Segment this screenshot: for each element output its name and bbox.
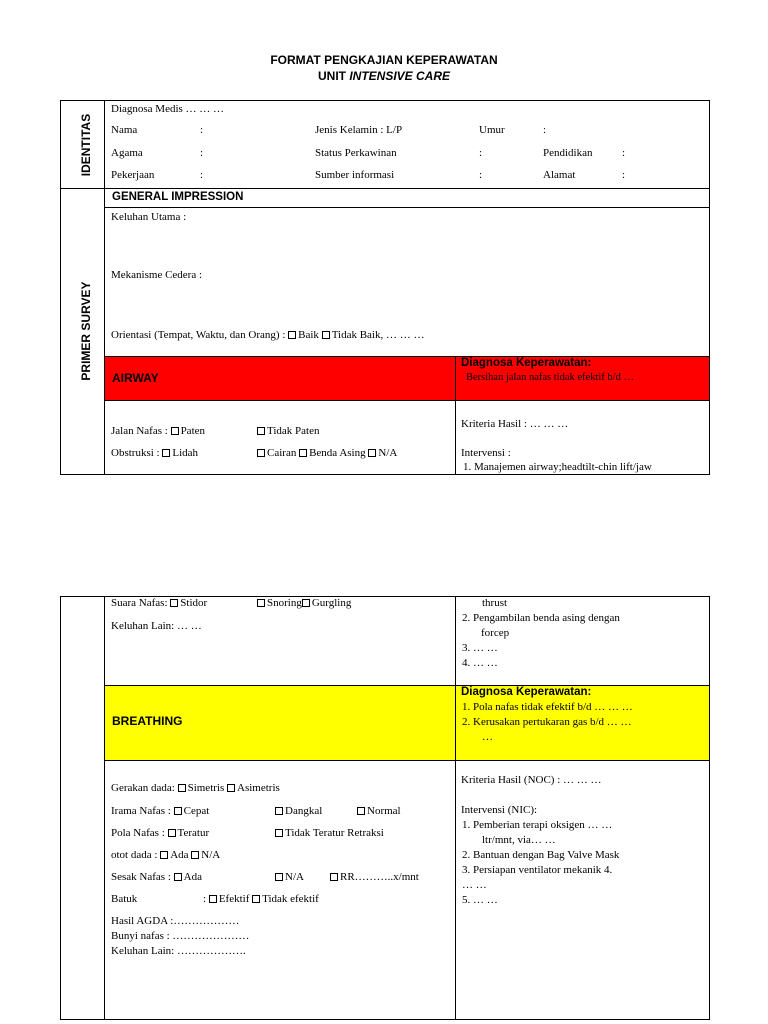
irama-nafas-label: Irama Nafas :	[111, 805, 171, 817]
benda-asing-option: Benda Asing	[309, 447, 366, 459]
checkbox-icon[interactable]	[302, 599, 310, 607]
alamat-colon: :	[622, 169, 626, 181]
checkbox-icon[interactable]	[178, 784, 186, 792]
forcep-text: forcep	[481, 627, 510, 639]
otot-ada-option: Ada	[170, 849, 189, 861]
hasil-agda: Hasil AGDA :………………	[111, 915, 240, 927]
subtitle-prefix: UNIT	[317, 69, 350, 83]
breathing-label: BREATHING	[112, 714, 183, 728]
sesak-ada-option: Ada	[183, 871, 202, 883]
checkbox-icon[interactable]	[170, 599, 178, 607]
obstruksi-row	[111, 447, 198, 459]
checkbox-icon[interactable]	[322, 331, 330, 339]
pekerjaan-colon: :	[200, 169, 204, 181]
lidah-option: Lidah	[172, 447, 199, 459]
nic-3b: … …	[462, 879, 487, 891]
intervensi-2: 2. Pengambilan benda asing dengan	[462, 612, 620, 624]
tidak-teratur-row	[275, 827, 384, 839]
identitas-label: IDENTITAS	[79, 113, 93, 177]
batuk-label: Batuk	[111, 893, 138, 905]
airway-diagnosa-title: Diagnosa Keperawatan:	[461, 357, 592, 369]
jalan-nafas-row	[111, 425, 205, 437]
breathing-diagnosa-1: 1. Pola nafas tidak efektif b/d … … …	[462, 701, 633, 713]
status-perkawinan-label: Status Perkawinan	[315, 147, 397, 159]
gerakan-dada-row	[111, 782, 280, 794]
checkbox-icon[interactable]	[209, 895, 217, 903]
mekanisme-cedera: Mekanisme Cedera :	[111, 269, 203, 281]
checkbox-icon[interactable]	[162, 449, 170, 457]
normal-row	[357, 805, 401, 817]
obstruksi-label: Obstruksi :	[111, 447, 160, 459]
pekerjaan-label: Pekerjaan	[111, 169, 155, 181]
airway-label: AIRWAY	[112, 371, 159, 385]
sesak-na-option: N/A	[285, 871, 304, 883]
breathing-kriteria-hasil: Kriteria Hasil (NOC) : … … …	[461, 774, 602, 786]
rr-row	[330, 871, 419, 883]
sesak-na-row	[275, 871, 304, 883]
agama-label: Agama	[111, 147, 143, 159]
checkbox-icon[interactable]	[257, 427, 265, 435]
general-impression-heading: GENERAL IMPRESSION	[112, 191, 244, 203]
simetris-option: Simetris	[187, 782, 225, 794]
airway-intervensi-1: 1. Manajemen airway;headtilt-chin lift/jaw	[463, 461, 652, 473]
checkbox-icon[interactable]	[252, 895, 260, 903]
asimetris-option: Asimetris	[237, 782, 280, 794]
snoring-row	[257, 597, 351, 609]
pola-nafas-row	[111, 827, 209, 839]
checkbox-icon[interactable]	[275, 829, 283, 837]
checkbox-icon[interactable]	[275, 873, 283, 881]
diagnosa-medis: Diagnosa Medis … … …	[111, 103, 225, 115]
cepat-option: Cepat	[183, 805, 210, 817]
breathing-diagnosa-2b: …	[482, 731, 493, 743]
suara-nafas-label: Suara Nafas:	[111, 597, 168, 609]
breathing-intervensi: Intervensi (NIC):	[461, 804, 538, 816]
sumber-informasi-label: Sumber informasi	[315, 169, 395, 181]
batuk-colon: :	[203, 893, 207, 905]
umur-label: Umur	[479, 124, 505, 136]
checkbox-icon[interactable]	[174, 807, 182, 815]
rr-field: RR………..x/mnt	[340, 871, 419, 883]
checkbox-icon[interactable]	[275, 807, 283, 815]
airway-kriteria-hasil: Kriteria Hasil : … … …	[461, 418, 569, 430]
bunyi-nafas: Bunyi nafas : …………………	[111, 930, 250, 942]
intervensi-4: 4. … …	[462, 657, 498, 669]
subtitle-italic: INTENSIVE CARE	[349, 69, 451, 83]
tidak-teratur-option: Tidak Teratur Retraksi	[285, 827, 384, 839]
breathing-diagnosa-title: Diagnosa Keperawatan:	[461, 686, 592, 698]
pendidikan-colon: :	[622, 147, 626, 159]
paten-option: Paten	[180, 425, 206, 437]
umur-colon: :	[543, 124, 547, 136]
nama-label: Nama	[111, 124, 138, 136]
na-option: N/A	[378, 447, 398, 459]
nic-1b: ltr/mnt, via… …	[482, 834, 556, 846]
gerakan-dada-label: Gerakan dada:	[111, 782, 175, 794]
tidak-paten-row	[257, 425, 319, 437]
tidak-paten-option: Tidak Paten	[267, 425, 320, 437]
alamat-label: Alamat	[543, 169, 576, 181]
checkbox-icon[interactable]	[171, 427, 179, 435]
form-subtitle	[0, 69, 768, 83]
jenis-kelamin-label: Jenis Kelamin : L/P	[315, 124, 403, 136]
checkbox-icon[interactable]	[227, 784, 235, 792]
checkbox-icon[interactable]	[168, 829, 176, 837]
efektif-option: Efektif	[218, 893, 250, 905]
keluhan-utama: Keluhan Utama :	[111, 211, 187, 223]
batuk-row	[203, 893, 319, 905]
form-title: FORMAT PENGKAJIAN KEPERAWATAN	[270, 53, 498, 67]
dangkal-row	[275, 805, 322, 817]
checkbox-icon[interactable]	[174, 873, 182, 881]
orientasi-baik: Baik	[298, 329, 319, 341]
nama-colon: :	[200, 124, 204, 136]
otot-dada-label: otot dada :	[111, 849, 158, 861]
orientasi-tidak-baik: Tidak Baik, … … …	[331, 329, 425, 341]
otot-na-option: N/A	[201, 849, 221, 861]
suara-nafas-row	[111, 597, 207, 609]
breathing-diagnosa-2: 2. Kerusakan pertukaran gas b/d … …	[462, 716, 632, 728]
checkbox-icon[interactable]	[191, 851, 199, 859]
checkbox-icon[interactable]	[357, 807, 365, 815]
primer-survey-label: PRIMER SURVEY	[79, 281, 93, 381]
irama-nafas-row	[111, 805, 209, 817]
sumber-informasi-colon: :	[479, 169, 483, 181]
sesak-nafas-label: Sesak Nafas :	[111, 871, 171, 883]
nic-5: 5. … …	[462, 894, 498, 906]
checkbox-icon[interactable]	[330, 873, 338, 881]
checkbox-icon[interactable]	[257, 449, 265, 457]
airway-diagnosa-text: Bersihan jalan nafas tidak efektif b/d …	[466, 372, 634, 383]
nic-2: 2. Bantuan dengan Bag Valve Mask	[462, 849, 620, 861]
checkbox-icon[interactable]	[288, 331, 296, 339]
checkbox-icon[interactable]	[368, 449, 376, 457]
obstruksi-options-row	[257, 447, 397, 459]
dangkal-option: Dangkal	[285, 805, 323, 817]
keluhan-lain-breathing: Keluhan Lain: ……………….	[111, 945, 246, 957]
agama-colon: :	[200, 147, 204, 159]
jalan-nafas-label: Jalan Nafas :	[111, 425, 168, 437]
snoring-option: Snoring	[267, 597, 302, 609]
teratur-option: Teratur	[177, 827, 210, 839]
orientasi-label: Orientasi (Tempat, Waktu, dan Orang) :	[111, 329, 289, 341]
nic-1: 1. Pemberian terapi oksigen … …	[462, 819, 613, 831]
pola-nafas-label: Pola Nafas :	[111, 827, 165, 839]
sesak-nafas-row	[111, 871, 202, 883]
otot-dada-row	[111, 849, 220, 861]
stidor-option: Stidor	[180, 597, 208, 609]
nic-3: 3. Persiapan ventilator mekanik 4.	[462, 864, 613, 876]
airway-intervensi: Intervensi :	[461, 447, 511, 459]
checkbox-icon[interactable]	[257, 599, 265, 607]
orientasi-row	[111, 329, 424, 341]
gurgling-option: Gurgling	[311, 597, 352, 609]
keluhan-lain-airway: Keluhan Lain: … …	[111, 620, 202, 632]
checkbox-icon[interactable]	[299, 449, 307, 457]
checkbox-icon[interactable]	[160, 851, 168, 859]
status-perkawinan-colon: :	[479, 147, 483, 159]
intervensi-3: 3. … …	[462, 642, 498, 654]
cairan-option: Cairan	[267, 447, 297, 459]
tidak-efektif-option: Tidak efektif	[262, 893, 319, 905]
thrust-text: thrust	[482, 597, 508, 609]
pendidikan-label: Pendidikan	[543, 147, 593, 159]
normal-option: Normal	[367, 805, 401, 817]
